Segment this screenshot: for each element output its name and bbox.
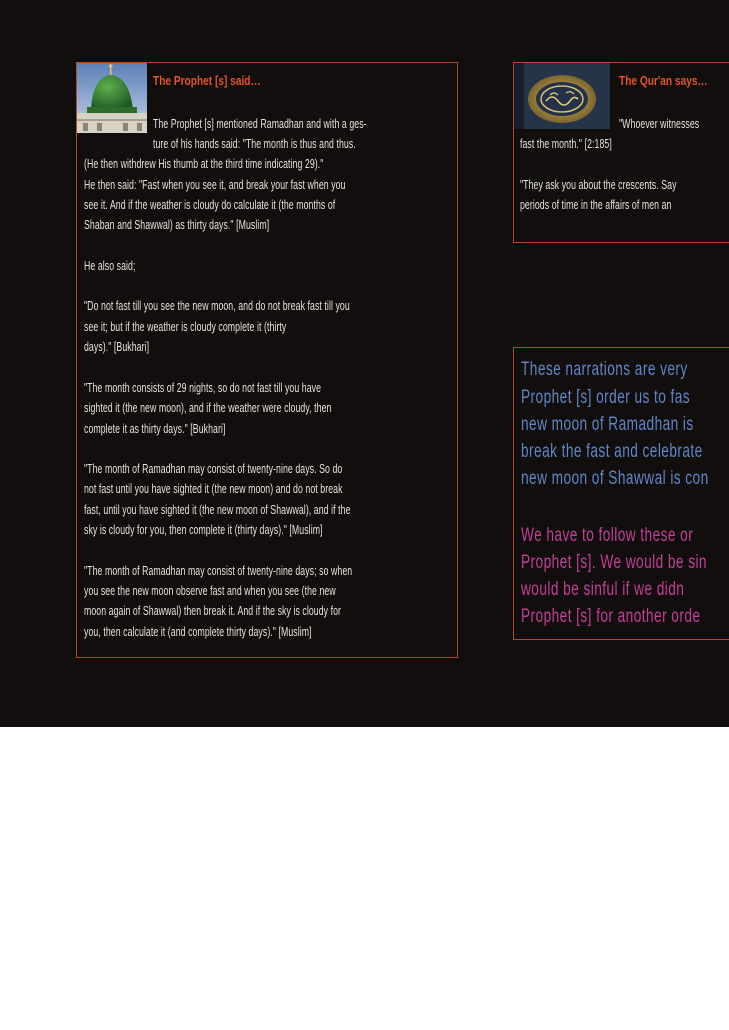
note-pink-line: Prophet [s] for another orde [521, 606, 701, 627]
hadith-line: not fast until you have sighted it (the new moon) and do not break [84, 482, 343, 496]
quran-heading: The Qur'an says… [619, 73, 708, 88]
hadith-line: "The month consists of 29 nights, so do not fast till you have [84, 381, 322, 395]
hadith-line: Shaban and Shawwal) as thirty days." [Muslim] [84, 218, 270, 232]
quran-line: "They ask you about the crescents. Say [520, 178, 677, 192]
note-blue-line: new moon of Ramadhan is [521, 414, 694, 435]
hadith-line: ture of his hands said: "The month is thus and thus. [153, 137, 356, 151]
hadith-line: you see the new moon observe fast and when you see (the new [84, 584, 336, 598]
hadith-line: "The month of Ramadhan may consist of twenty-nine days; so when [84, 564, 353, 578]
note-pink-line: We have to follow these or [521, 525, 694, 546]
quran-line: "Whoever witnesses [619, 117, 700, 131]
hadith-line: moon again of Shawwal) then break it. And if the sky is cloudy for [84, 604, 342, 618]
hadith-line: He also said; [84, 259, 136, 273]
note-blue-line: These narrations are very [521, 359, 688, 380]
quran-line: periods of time in the affairs of men an [520, 198, 672, 212]
note-blue-line: new moon of Shawwal is con [521, 468, 709, 489]
hadith-line: fast, until you have sighted it (the new moon of Shawwal), and if the [84, 503, 351, 517]
hadith-line: "The month of Ramadhan may consist of twenty-nine days. So do [84, 462, 343, 476]
hadith-line: days)." [Bukhari] [84, 340, 150, 354]
quran-line: fast the month." [2:185] [520, 137, 612, 151]
hadith-line: you, then calculate it (and complete thirty days)." [Muslim] [84, 625, 312, 639]
quran-cover-image [514, 63, 610, 129]
hadith-line: see it; but if the weather is cloudy complete it (thirty [84, 320, 287, 334]
hadith-line: (He then withdrew His thumb at the third time indicating 29)." [84, 157, 324, 171]
hadith-heading: The Prophet [s] said… [153, 73, 261, 88]
note-pink-line: Prophet [s]. We would be sin [521, 552, 707, 573]
note-blue-line: Prophet [s] order us to fas [521, 387, 691, 408]
hadith-line: The Prophet [s] mentioned Ramadhan and with a ges- [153, 117, 367, 131]
note-blue-line: break the fast and celebrate [521, 441, 703, 462]
hadith-line: He then said: "Fast when you see it, and break your fast when you [84, 178, 346, 192]
hadith-line: sighted it (the new moon), and if the weather were cloudy, then [84, 401, 332, 415]
green-dome-image [77, 63, 147, 133]
hadith-line: see it. And if the weather is cloudy do calculate it (the months of [84, 198, 336, 212]
hadith-line: complete it as thirty days." [Bukhari] [84, 422, 226, 436]
hadith-line: "Do not fast till you see the new moon, and do not break fast till you [84, 299, 350, 313]
note-pink-line: would be sinful if we didn [521, 579, 685, 600]
hadith-line: sky is cloudy for you, then complete it (thirty days)." [Muslim] [84, 523, 323, 537]
